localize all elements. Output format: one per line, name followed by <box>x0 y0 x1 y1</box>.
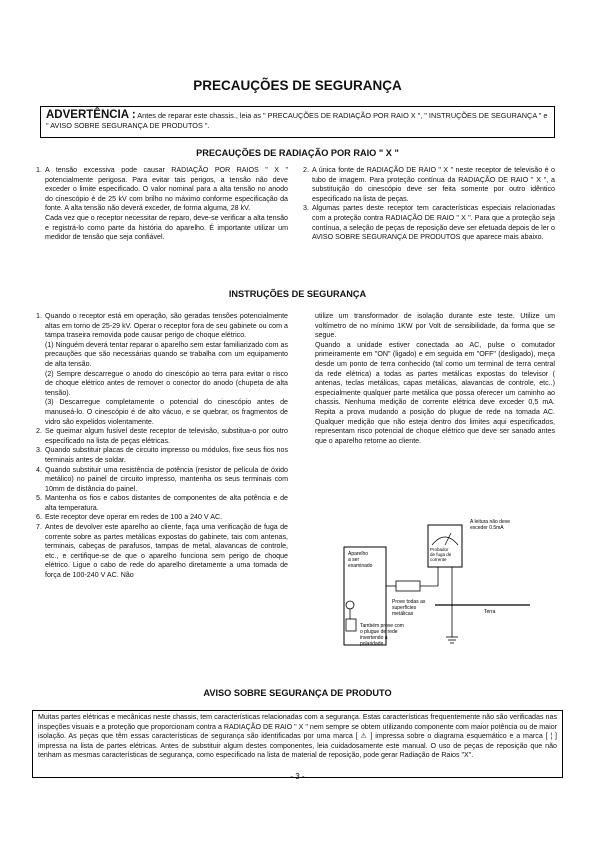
instruction-paragraph: Quando a unidade estiver conectada ao AC, pulse o comutador primeiramente em "ON" (ligado) e em seguida em "OFF" (desligado), meça desde um ponto de terra conhecido (tal como um terminal de terra central da rede elétrica) a todas as partes metálicas expostas do televisor ( antenas, teclas metálicas, capas metálicas, alavancas de controle, etc..) especialmente qualquer parte metálica que possa oferecer um caminho ao chassis. Nenhuma medição de corrente elétrica deve exceder 0,5 mA. Repita a prova mudando a posição do plugue de rede na tomada AC. Qualquer medição que não esteja dentro dos limites aqui especificados, representam risco potencial de choque elétrico que deve ser sanado antes que o aparelho retorne ao cliente. <box>315 340 555 445</box>
label-plug: Também prove com o plugue de rede invertendo a polaridade <box>360 623 404 647</box>
instruction-paragraph: (2) Sempre descarregue o anodo do cinescópio ao terra para evitar o risco de choque elétrico antes de remover o conector do anodo (chupeta de alta tensão). <box>45 369 288 397</box>
radiation-item: 2. A única fonte de RADIAÇÃO DE RAIO " X " neste receptor de televisão é o tubo de imagem. Para proteção contínua da RADIAÇÃO DE RAIO " X ", a substituição do cinescópio deve ser feita somente por outro idêntico especificado na lista de peças. <box>303 166 555 203</box>
warning-box <box>40 106 555 138</box>
instruction-item: 2. Se queimar algum fusível deste receptor de televisão, substitua-o por outro especificado na lista de peças elétricas. <box>36 427 288 445</box>
notice-box: Muitas partes elétricas e mecânicas neste chassis, tem características relacionadas com a segurança. Estas características frequentemente não são verificadas nas inspeções visuais e a proteção que proporcionam contra a RADIAÇÃO DE RAIO " X " nem sempre se obtem utilizando componente com maior potência ou de maior isolação. As peças que têm essas características de segurança são identificadas por uma marca [ ⚠ ] impressa sobre o diagrama esquemático e a marca [ ¦ ] impressa na lista de partes elétricas. Antes de substituir algum destes componentes, leia cuidadosamente este manual. O uso de peças de reposição que não tenham as mesmas características de segurança, como especificado na lista de material de reposição, pode gerar Radiação de Raios "X". <box>32 710 563 778</box>
instruction-paragraph: (3) Descarregue completamente o potencial do cinescópio antes de manuseá-lo. O cinescópio é de alto vácuo, e se quebrar, os fragmentos de vidro são expelidos violentamente. <box>45 398 288 426</box>
page-title: PRECAUÇÕES DE SEGURANÇA <box>193 78 402 93</box>
radiation-paragraph: Cada vez que o receptor necessitar de reparo, deve-se verificar a alta tensão e registrá-lo como parte da história do aparelho. É importante utilizar um medidor de tensão que seja confiável. <box>45 213 288 242</box>
leakage-test-diagram <box>330 515 555 655</box>
probe-icon <box>396 581 420 591</box>
instruction-paragraph: utilize um transformador de isolação durante este teste. Utilize um voltímetro de no mínimo 1KW por Volt de sensibilidade, da forma que se segue. <box>315 312 555 340</box>
instruction-item: 5. Mantenha os fios e cabos distantes de componentes de alta potência e de alta temperatura. <box>36 494 288 512</box>
radiation-heading: PRECAUÇÕES DE RADIAÇÃO POR RAIO " X " <box>196 148 399 158</box>
radiation-right-column <box>303 166 555 243</box>
mark-bar-icon: ¦ <box>550 732 553 741</box>
instruction-item: 1. Quando o receptor está em operação, são geradas tensões potencialmente altas em torno de 25-29 kV. Operar o receptor fora de seu gabinete ou com a tampa traseira removida pode causar perigo de choque elétrico. <box>36 312 288 340</box>
radiation-item: 3. Algumas partes deste receptor tem características especiais relacionadas com a proteção contra RADIAÇÃO DE RAIO " X ". Para que a proteção seja contínua, a seleção de peças de reposição deve ser efetuada depois de ler o AVISO SOBRE SEGURANÇA DE PRODUTOS que aparece mais abaixo. <box>303 204 555 242</box>
label-meter: Probador de fuga de corrente <box>430 547 452 562</box>
radiation-left-column <box>36 166 288 243</box>
instruction-item: 6. Este receptor deve operar em redes de 100 a 240 V AC. <box>36 513 223 522</box>
plug-icon <box>346 601 354 609</box>
instructions-left-column <box>36 312 288 581</box>
label-earth: Terra <box>484 609 496 615</box>
label-device: Aparelho a ser examinado <box>348 551 373 569</box>
radiation-item: 1. A tensão excessiva pode causar RADIAÇÃO POR RAIOS " X " potencialmente perigosa. Para evitar tais perigos, a tensão não deve exceder o limite especificado. O valor nominal para a alta tensão no anodo do cinescópio é de 25 kV com brilho no máximo conforme especificação da fonte. A alta tensão não deverá exceder, de forma alguma, 28 kV. <box>36 166 288 213</box>
outlet-icon <box>346 619 356 631</box>
instruction-item: 4. Quando substituir uma resistência de potência (resistor de película de óxido metálico) no painel de circuito impresso, mantenha os seus terminais com 10mm de distância do painel. <box>36 465 288 493</box>
warning-lead: ADVERTÊNCIA : <box>46 109 136 121</box>
label-probe-all: Prove todas as superfícies metálicas <box>392 599 426 617</box>
page-number: - 3 - <box>290 772 305 781</box>
notice-heading: AVISO SOBRE SEGURANÇA DE PRODUTO <box>203 688 392 698</box>
instruction-paragraph: (1) Ninguém deverá tentar reparar o aparelho sem estar familiarizado com as precauções que são necessárias quando se trabalha com um equipamento de alta tensão. <box>45 340 288 368</box>
instructions-right-column <box>303 312 555 446</box>
label-limit: A leitura não deve exceder 0.5mA <box>470 519 511 531</box>
instruction-item: 3. Quando substituir placas de circuito impresso ou módulos, fixe seus fios nos terminais antes de soldar. <box>36 446 288 464</box>
instructions-heading: INSTRUÇÕES DE SEGURANÇA <box>228 289 367 299</box>
instruction-item: 7. Antes de devolver este aparelho ao cliente, faça uma verificação de fuga de corrente sobre as partes metálicas expostas do gabinete, tais com antenas, terminais, cabeças de parafusos, tampas de metal, alavancas de controle, etc., e certifique-se de que o aparelho funciona sem perigo de choque elétrico. Ligue o cabo de rede do aparelho diretamente a uma tomada de força de 100-240 V AC. Não <box>36 523 288 580</box>
warning-text: Antes de reparar este chassis., leia as " PRECAUÇÕES DE RADIAÇÃO POR RAIO X ", " INSTRUÇÕES DE SEGURANÇA " e " AVISO SOBRE SEGURANÇA DE PRODUTOS ". <box>46 111 548 130</box>
warning-triangle-icon: ⚠ <box>360 732 368 741</box>
